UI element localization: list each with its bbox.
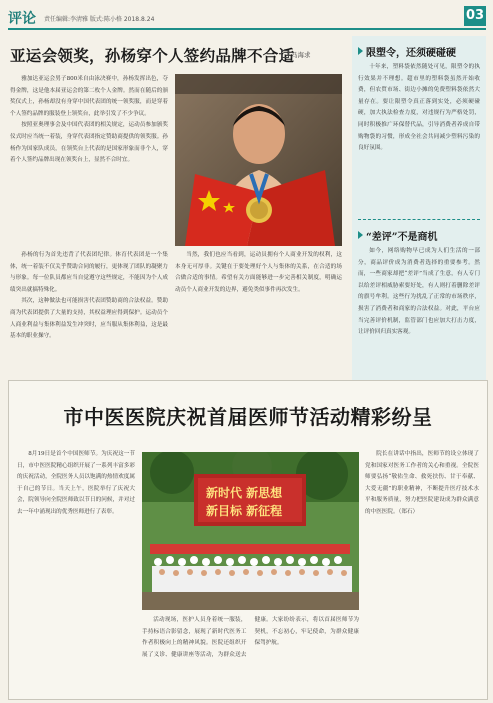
byline-box-icon bbox=[281, 50, 289, 58]
article1-paragraph: 孙杨的行为首先违背了代表团纪律。体育代表团是一个集体，统一着装不仅关乎赞助合同的履行，更体现了团队的凝聚力与形象。每一位队员都应当自觉遵守这些规定，不能因为个人成绩突出就搞特殊化。 bbox=[10, 252, 168, 293]
banner-text-line1: 新时代 新思想 bbox=[206, 486, 283, 500]
editors-line: 责任编辑:李淸雅 版式:陈小格 2018.8.24 bbox=[44, 16, 155, 23]
article1-paragraph: 雅加达亚运会男子800米自由泳决赛中，孙杨发挥出色，夺得金牌，这是他本届亚运会的第二枚个人金牌。然而在随后的颁奖仪式上，孙杨却没有身穿中国代表团的统一领奖服，而是穿着个人签约品牌的服装登上领奖台，此举引发了不少争议。 bbox=[10, 76, 168, 117]
article1-column-left bbox=[10, 74, 168, 246]
article1-paragraph: 按照亚奥理事会及中国代表团的相关规定，运动员参加颁奖仪式时应当统一着装，身穿代表团指定赞助商提供的领奖服。孙杨作为国家队成员，在领奖台上代表的是国家形象而非个人，穿着个人签约品牌出现在领奖台上，显然不合时宜。 bbox=[10, 122, 168, 164]
sidebar-item2-title-text: “差评”不是商机 bbox=[366, 232, 438, 243]
header-rule bbox=[8, 28, 486, 30]
sidebar-item1-title bbox=[358, 44, 456, 59]
section-title: 评论 bbox=[8, 11, 36, 27]
sidebar-item1-text: 十年来，塑料袋依然随处可见，限塑令的执行效果并不理想。超市里的塑料袋虽然开始收费，但农贸市场、街边小摊的免费塑料袋依然大量存在。要让限塑令真正落到实处，必须硬碰硬，加大执法检查力度，对违规行为严格处罚，同时积极推广环保替代品，引导消费者养成自带购物袋的习惯，形成全社会共同减少塑料污染的良好氛围。 bbox=[358, 64, 480, 152]
sun-yang-photo bbox=[175, 74, 342, 246]
sidebar-item2-text: 如今，网络购物早已成为人们生活的一部分，商品评价成为消费者选择的重要参考。然而，一些商家却把“差评”当成了生意，有人专门以给差评相威胁索要好处，有人则打着删除差评的旗号牟利。这些行为扰乱了正常的市场秩序，损害了消费者和商家的合法权益。对此，平台应当完善评价机制，监管部门也应加大打击力度，让评价回归真实客观。 bbox=[358, 248, 480, 336]
article2-column-left: 8月19日是首个中国医师节。为庆祝这一节日，市中医医院精心组织开展了一系列丰富多彩的庆祝活动，全院医务人员以饱满的热情欢度属于自己的节日。当天上午，医院举行了庆祝大会，院领导向全院医师致以节日的问候，并对过去一年中涌现出的优秀医师进行了表彰。 bbox=[17, 451, 135, 515]
hospital-group-photo bbox=[142, 452, 359, 610]
article1-headline: 亚运会领奖，孙杨穿个人签约品牌不合适 bbox=[10, 46, 295, 65]
group-photo-image bbox=[142, 452, 359, 610]
triangle-bullet-icon bbox=[358, 231, 363, 239]
triangle-bullet-icon bbox=[358, 47, 363, 55]
sidebar-item1-title-text: 限塑令，还须硬碰硬 bbox=[366, 48, 456, 59]
banner-text-line2: 新目标 新征程 bbox=[206, 504, 283, 518]
article2-column-right: 院长在讲话中指出，医师节的设立体现了党和国家对医务工作者的关心和重视。全院医师要弘扬“敬佑生命、救死扶伤、甘于奉献、大爱无疆”的职业精神，不断提升医疗技术水平和服务质量，努力把医院建设成为群众满意的中医医院。（郑石） bbox=[365, 451, 479, 515]
article-hospital-doctors-day bbox=[8, 380, 488, 700]
article2-column-middle: 活动现场，医护人员身着统一服装，手持标语合影留念，展现了新时代医务工作者积极向上的精神风貌。医院还组织开展了义诊、健康讲座等活动，为群众送去健康。大家纷纷表示，将以首届医师节为契机，不忘初心，牢记使命，为群众健康保驾护航。 bbox=[142, 617, 359, 658]
sidebar-item2-title bbox=[358, 228, 438, 243]
page-number: 03 bbox=[464, 6, 486, 26]
article1-paragraph: 其次，这种做法也可能损害代表团赞助商的合法权益。赞助商为代表团提供了大量的支持，其权益理应得到保护。运动员个人商业利益与集体利益发生冲突时，应当服从集体利益，这是最基本的职业操守。 bbox=[10, 298, 168, 340]
page-header bbox=[8, 6, 486, 28]
article2-headline: 市中医医院庆祝首届医师节活动精彩纷呈 bbox=[63, 405, 433, 429]
article1-byline bbox=[281, 50, 311, 59]
sidebar-divider bbox=[358, 219, 480, 221]
article1-byline-text: 冯海求 bbox=[291, 51, 311, 59]
athlete-portrait-image bbox=[175, 74, 342, 246]
article1-paragraph: 当然，我们也应当看到，运动员拥有个人商业开发的权利，这本身无可厚非。关键在于要处理好个人与集体的关系，在合适的场合做合适的事情。希望有关方面能够进一步完善相关制度，明确运动员个人商业开发的边界，避免类似事件再次发生。 bbox=[175, 252, 342, 293]
